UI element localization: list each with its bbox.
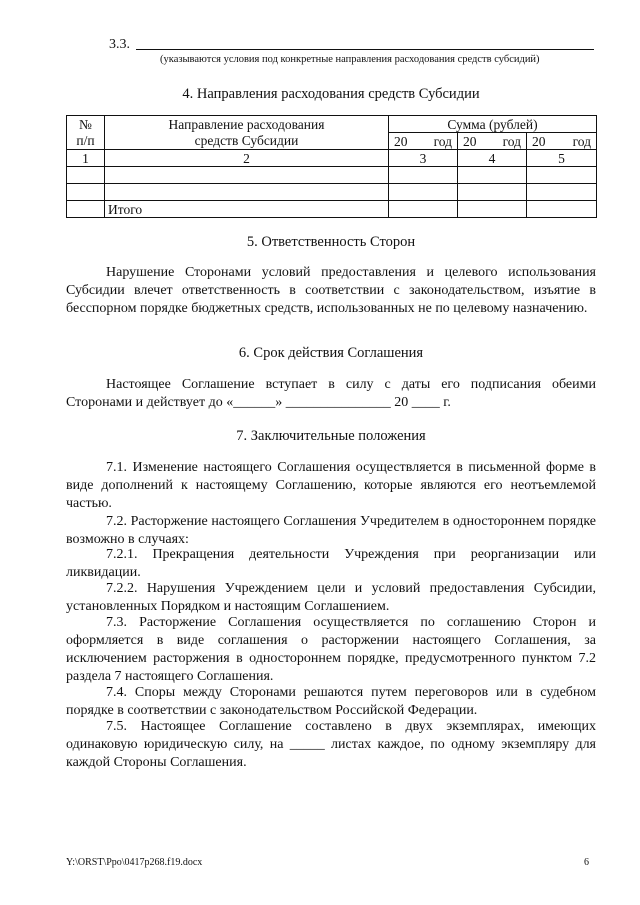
empty-cell xyxy=(458,167,527,184)
header-direction-cell-2 xyxy=(105,133,389,150)
header-direction-line2: средств Субсидии xyxy=(194,133,299,149)
table-empty-row xyxy=(67,184,597,201)
empty-cell xyxy=(389,167,458,184)
heading-section-6: 6. Срок действия Соглашения xyxy=(238,345,424,361)
empty-cell xyxy=(105,167,389,184)
paragraph-7-2-2: 7.2.2. Нарушения Учреждением цели и условий предоставления Субсидии, установленных Порядком и настоящим Соглашением. xyxy=(66,581,596,614)
paragraph-7-3: 7.3. Расторжение Соглашения осуществляется по соглашению Сторон и оформляется в виде соглашения о расторжении настоящего Соглашения, за исключением расторжения в одностороннем порядке, предусмотренного пунктом 7.2 раздела 7 настоящего Соглашения. xyxy=(66,615,596,684)
number-cell: 5 xyxy=(527,150,597,167)
empty-cell xyxy=(389,201,458,218)
paragraph-7-4: 7.4. Споры между Сторонами решаются путем переговоров или в судебном порядке в соответствии с законодательством Российской Федерации. xyxy=(66,685,596,718)
empty-cell xyxy=(527,201,597,218)
empty-cell xyxy=(527,184,597,201)
footer-page-number: 6 xyxy=(584,857,589,868)
heading-section-5: 5. Ответственность Сторон xyxy=(246,234,416,250)
section-3-3-fill-line xyxy=(136,49,594,50)
header-number-cell-2 xyxy=(67,133,105,150)
header-sum-cell: Сумма (рублей) xyxy=(389,116,597,133)
expense-directions-table xyxy=(66,115,597,218)
year-prefix: 20 xyxy=(463,133,477,149)
paragraph-7-5: 7.5. Настоящее Соглашение составлено в двух экземплярах, имеющих одинаковую юридическую силу, на _____ листах каждое, по одному экземпляру для каждой Стороны Соглашения. xyxy=(66,719,596,770)
empty-cell xyxy=(105,184,389,201)
year-suffix: год xyxy=(433,133,452,149)
empty-cell xyxy=(67,167,105,184)
header-direction-cell xyxy=(105,116,389,133)
table-total-row xyxy=(67,201,597,218)
number-cell: 4 xyxy=(458,150,527,167)
header-year-cell-3 xyxy=(527,133,597,150)
empty-cell xyxy=(458,184,527,201)
year-suffix: год xyxy=(572,133,592,149)
number-cell: 1 xyxy=(67,150,105,167)
empty-cell xyxy=(527,167,597,184)
header-number-cell xyxy=(67,116,105,133)
table-number-row xyxy=(67,150,597,167)
paragraph-7-2-1: 7.2.1. Прекращения деятельности Учреждения при реорганизации или ликвидации. xyxy=(66,547,596,580)
paragraph-6-line-1: Настоящее Соглашение вступает в силу с даты его подписания обеими xyxy=(106,377,596,392)
number-cell: 2 xyxy=(105,150,389,167)
year-suffix: год xyxy=(502,133,521,149)
header-direction-line1: Направление расходования xyxy=(168,116,325,132)
total-label-cell: Итого xyxy=(105,201,389,218)
section-3-3-hint: (указываются условия под конкретные направления расходования средств субсидий) xyxy=(160,54,540,65)
paragraph-7-1: 7.1. Изменение настоящего Соглашения осуществляется в письменной форме в виде дополнений к настоящему Соглашению, которые являются его неотъемлемой частью. xyxy=(66,460,596,511)
paragraph-5: Нарушение Сторонами условий предоставления и целевого использования Субсидии влечет ответственность в соответствии с законодательством, изъятие в бесспорном порядке бюджетных средств, использованных не по целевому назначению. xyxy=(66,265,596,316)
table-empty-row xyxy=(67,167,597,184)
empty-cell xyxy=(389,184,458,201)
paragraph-6-line-2: Сторонами и действует до «______» _______________ 20 ____ г. xyxy=(66,395,451,410)
year-prefix: 20 xyxy=(394,133,408,149)
header-year-cell-2 xyxy=(458,133,527,150)
footer-file-path: Y:\ORST\Ppo\0417p268.f19.docx xyxy=(66,857,203,868)
number-cell: 3 xyxy=(389,150,458,167)
year-prefix: 20 xyxy=(532,133,546,149)
header-year-cell-1 xyxy=(389,133,458,150)
empty-cell xyxy=(67,184,105,201)
section-3-3-number: 3.3. xyxy=(109,37,130,52)
heading-section-7: 7. Заключительные положения xyxy=(236,428,426,444)
table-header-row-1 xyxy=(67,116,597,133)
heading-section-4: 4. Направления расходования средств Субсидии xyxy=(182,86,480,102)
empty-cell xyxy=(458,201,527,218)
empty-cell xyxy=(67,201,105,218)
header-number-line2: п/п xyxy=(76,133,95,149)
table-header-row-2 xyxy=(67,133,597,150)
paragraph-7-2: 7.2. Расторжение настоящего Соглашения Учредителем в одностороннем порядке возможно в случаях: xyxy=(66,514,596,547)
header-number-line1: № xyxy=(79,116,92,132)
